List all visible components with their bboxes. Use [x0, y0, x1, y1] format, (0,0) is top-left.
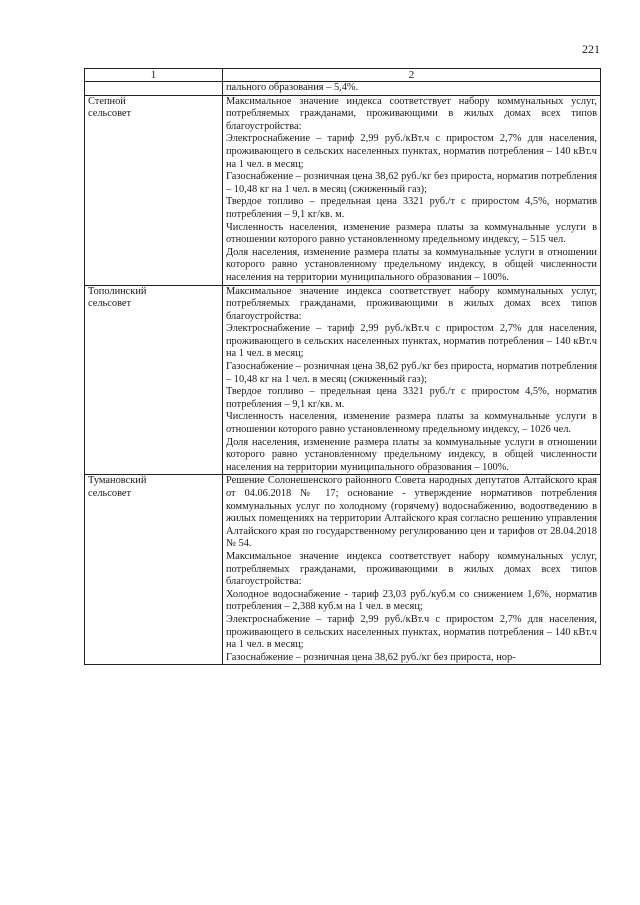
paragraph: Максимальное значение индекса соответствует набору коммунальных услуг, потребляемых гражданами, проживающими в жилых домах всех типов благоустройства:: [226, 550, 597, 588]
settlement-name-cell: [85, 285, 223, 475]
table-row: [85, 82, 601, 96]
paragraph: Твердое топливо – предельная цена 3321 руб./т с приростом 4,5%, норматив потребления – 9,1 кг/кв. м.: [226, 386, 597, 410]
paragraph: Электроснабжение – тариф 2,99 руб./кВт.ч с приростом 2,7% для населения, проживающего в сельских населенных пунктах, норматив потребления – 140 кВт.ч на 1 чел. в месяц;: [226, 133, 597, 170]
settlement-name-cell: [85, 95, 223, 285]
table-row: [85, 285, 601, 475]
paragraph: Газоснабжение – розничная цена 38,62 руб./кг без прироста, нор-: [226, 651, 516, 663]
settlement-description: [223, 475, 601, 664]
settlement-name: Степной: [88, 95, 126, 107]
table-row: [85, 475, 601, 664]
empty-name-cell: [85, 82, 223, 96]
table-row: [85, 95, 601, 285]
column-header-2: 2: [223, 69, 601, 82]
continuation-text: пального образования – 5,4%.: [223, 82, 601, 96]
settlement-type: сельсовет: [88, 108, 132, 120]
settlement-name: Тополинский: [88, 285, 147, 297]
indices-table: [84, 68, 601, 665]
paragraph: Решение Солонешенского районного Совета народных депутатов Алтайского края от 04.06.2018 № 17; основание - утверждение нормативов потребления коммунальных услуг по холодному (горячему) водоснабжению, водоотведению в жилых помещениях на территории Алтайского края согласно решению управления Алтайского края по государственному регулированию цен и тарифов от 28.04.2018 № 54.: [226, 475, 597, 550]
settlement-name-cell: [85, 475, 223, 664]
settlement-type: сельсовет: [88, 488, 132, 499]
paragraph: Электроснабжение – тариф 2,99 руб./кВт.ч с приростом 2,7% для населения, проживающего в сельских населенных пунктах, норматив потребления – 140 кВт.ч на 1 чел. в месяц;: [226, 323, 597, 360]
column-header-1: 1: [85, 69, 223, 82]
paragraph: Газоснабжение – розничная цена 38,62 руб./кг без прироста, норматив потребления – 10,48 кг на 1 чел. в месяц (сжиженный газ);: [226, 361, 597, 385]
paragraph: Холодное водоснабжение - тариф 23,03 руб./куб.м со снижением 1,6%, норматив потребления – 2,388 куб.м на 1 чел. в месяц;: [226, 588, 597, 613]
paragraph: Доля населения, изменение размера платы за коммунальные услуги в отношении которого равно установленному предельному индексу, в общей численности населения на территории муниципального образования – 100%.: [226, 246, 597, 283]
page-number: 221: [582, 42, 600, 56]
table-header-row: [85, 69, 601, 82]
paragraph: Численность населения, изменение размера платы за коммунальные услуги в отношении которого равно установленному предельному индексу, – 515 чел.: [226, 221, 597, 246]
paragraph: Максимальное значение индекса соответствует набору коммунальных услуг, потребляемых гражданами, проживающими в жилых домах всех типов благоустройства:: [226, 285, 597, 322]
settlement-name: Тумановский: [88, 475, 147, 487]
paragraph: Твердое топливо – предельная цена 3321 руб./т с приростом 4,5%, норматив потребления – 9,1 кг/кв. м.: [226, 196, 597, 220]
paragraph: Газоснабжение – розничная цена 38,62 руб./кг без прироста, норматив потребления – 10,48 кг на 1 чел. в месяц (сжиженный газ);: [226, 171, 597, 195]
paragraph: Доля населения, изменение размера платы за коммунальные услуги в отношении которого равно установленному предельному индексу, в общей численности населения на территории муниципального образования – 100%.: [226, 436, 597, 473]
paragraph: Численность населения, изменение размера платы за коммунальные услуги в отношении которого равно установленному предельному индексу, – 1026 чел.: [226, 411, 597, 436]
paragraph: Максимальное значение индекса соответствует набору коммунальных услуг, потребляемых гражданами, проживающими в жилых домах всех типов благоустройства:: [226, 95, 597, 132]
paragraph: Электроснабжение – тариф 2,99 руб./кВт.ч с приростом 2,7% для населения, проживающего в сельских населенных пунктах, норматив потребления – 140 кВт.ч на 1 чел. в месяц;: [226, 613, 597, 651]
settlement-description: [223, 95, 601, 285]
settlement-description: [223, 285, 601, 475]
settlement-type: сельсовет: [88, 298, 132, 310]
